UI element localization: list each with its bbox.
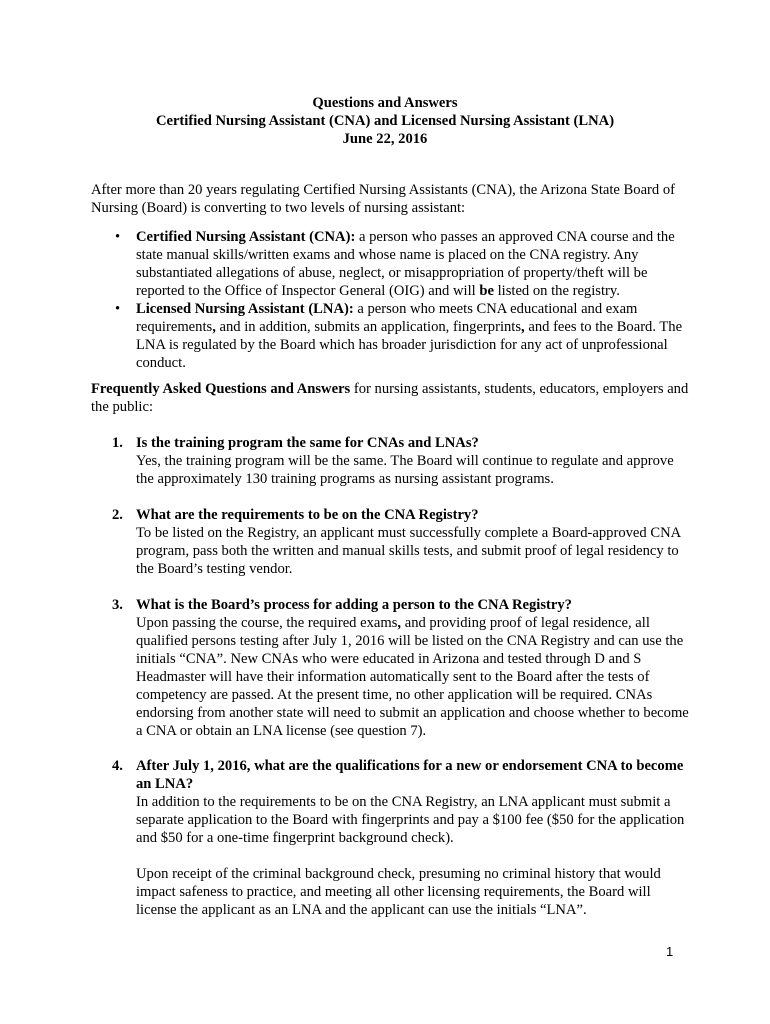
faq-intro-text: for nursing assistants, students, educators, employers and the public: — [91, 381, 689, 415]
page-number: 1 — [666, 944, 674, 959]
header-title: Questions and Answers — [312, 95, 458, 111]
question-item-2 — [91, 506, 691, 578]
question-number: 1. — [112, 435, 123, 451]
question-number: 4. — [112, 758, 123, 774]
answer-comma: , — [397, 615, 402, 631]
answer-text-continued: Upon receipt of the criminal background check, presuming no criminal history that would impact safeness to practice, and meeting all other licensing requirements, the Board will license the applicant as an LNA and the applicant can use the initials “LNA”. — [136, 866, 661, 918]
cna-definition-a: a person who passes an approved CNA course and the state manual skills/written exams and whose name is placed on the CNA registry. Any substantiated allegations of abuse, neglect, or misappropriation of property/theft will be reported to the Office of Inspector General (OIG) and will — [136, 229, 675, 299]
answer-text-a: Upon passing the course, the required exams — [136, 615, 398, 631]
intro-paragraph: After more than 20 years regulating Certified Nursing Assistants (CNA), the Arizona State Board of Nursing (Board) is converting to two levels of nursing assistant: — [91, 182, 676, 216]
list-item-lna — [91, 300, 691, 372]
question-number: 2. — [112, 507, 123, 523]
bullet-icon: • — [115, 229, 121, 245]
faq-intro-paragraph — [91, 380, 691, 416]
answer-text-b: and providing proof of legal residence, all qualified persons testing after July 1, 2016 will be listed on the CNA Registry and can use the initials “CNA”. New CNAs who were educated in Arizona and tested through D and S Headmaster will have their information automatically sent to the Board after the tests of competency are passed. At the present time, no other application will be required. CNAs endorsing from another state will need to submit an application and choose whether to become a CNA or obtain an LNA license (see question 7). — [136, 615, 689, 739]
cna-term: Certified Nursing Assistant (CNA): — [136, 229, 356, 245]
list-item-cna — [91, 228, 691, 300]
answer-text — [136, 614, 691, 740]
document-header — [0, 94, 770, 148]
header-date: June 22, 2016 — [342, 131, 428, 147]
bullet-icon: • — [115, 301, 121, 317]
question-text: Is the training program the same for CNAs and LNAs? — [136, 435, 479, 451]
lna-comma-2: , — [521, 319, 525, 335]
cna-definition-b: listed on the registry. — [493, 283, 620, 299]
cna-definition-bold: be — [479, 283, 494, 299]
assistant-levels-list — [91, 228, 691, 372]
faq-intro-heading: Frequently Asked Questions and Answers — [91, 381, 351, 397]
lna-comma-1: , — [212, 319, 216, 335]
answer-text: To be listed on the Registry, an applicant must successfully complete a Board-approved CNA program, pass both the written and manual skills tests, and submit proof of legal residency to the Board’s testing vendor. — [136, 525, 681, 577]
question-item-3 — [91, 596, 691, 740]
lna-definition-b: and in addition, submits an application, fingerprints — [215, 319, 522, 335]
lna-definition-a: a person who meets CNA educational and exam requirements — [136, 301, 638, 335]
question-text: What are the requirements to be on the CNA Registry? — [136, 507, 479, 523]
lna-term: Licensed Nursing Assistant (LNA): — [136, 301, 354, 317]
question-text: What is the Board’s process for adding a person to the CNA Registry? — [136, 597, 572, 613]
question-item-4 — [91, 757, 691, 919]
lna-definition-c: and fees to the Board. The LNA is regulated by the Board which has broader jurisdiction for any act of unprofessional conduct. — [136, 319, 683, 371]
answer-text: Yes, the training program will be the same. The Board will continue to regulate and approve the approximately 130 training programs as nursing assistant programs. — [136, 453, 674, 487]
question-item-1 — [91, 434, 691, 488]
question-text: After July 1, 2016, what are the qualifications for a new or endorsement CNA to become an LNA? — [136, 758, 684, 792]
question-number: 3. — [112, 597, 123, 613]
header-subtitle: Certified Nursing Assistant (CNA) and Licensed Nursing Assistant (LNA) — [155, 113, 615, 129]
answer-text: In addition to the requirements to be on the CNA Registry, an LNA applicant must submit a separate application to the Board with fingerprints and pay a $100 fee ($50 for the application and $50 for a one-time fingerprint background check). — [136, 794, 685, 846]
